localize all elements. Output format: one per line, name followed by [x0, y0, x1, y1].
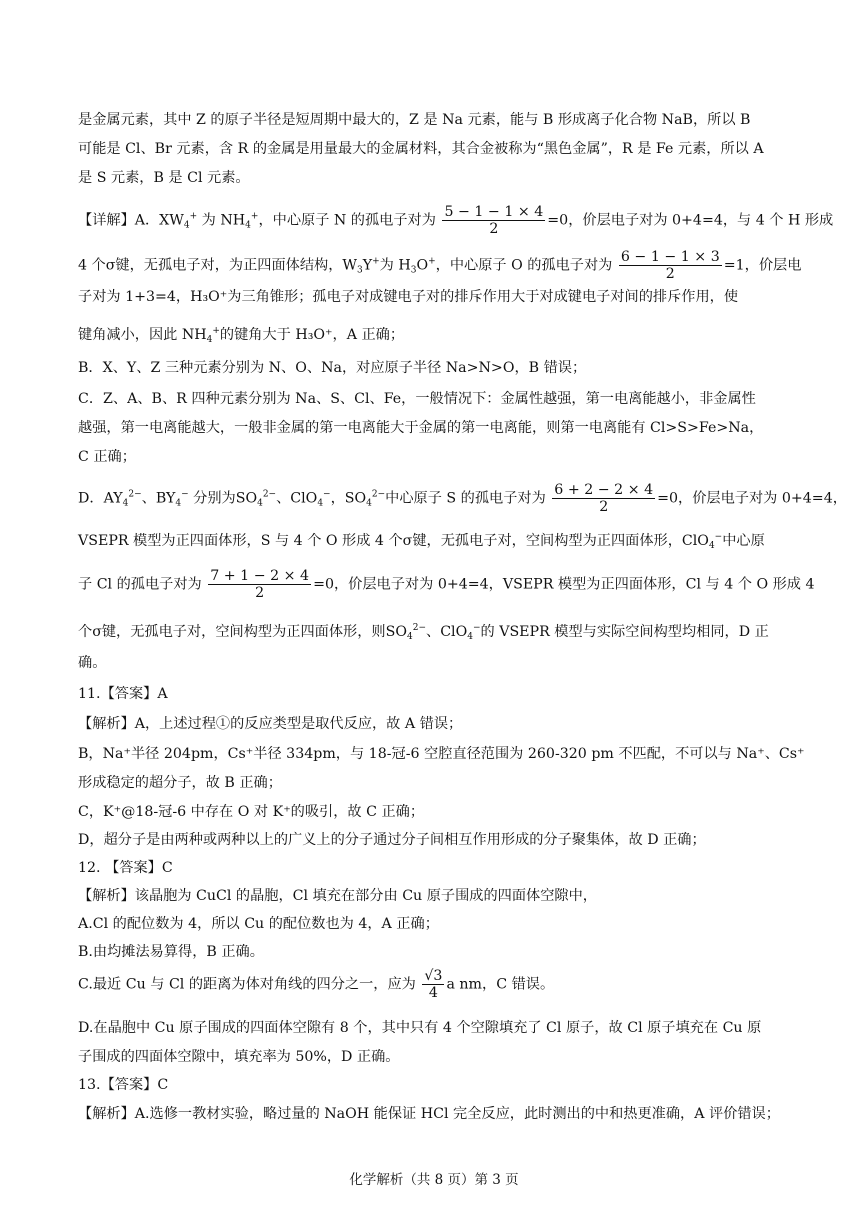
analysis-12-d1: D.在晶胞中 Cu 原子围成的四面体空隙有 8 个，其中只有 4 个空隙填充了 Cl 原子，故 Cl 原子填充在 Cu 原: [78, 1020, 762, 1036]
analysis-11-a: 【解析】A，上述过程①的反应类型是取代反应，故 A 错误；: [78, 716, 463, 732]
answer-11: 11.【答案】A: [78, 686, 168, 702]
answer-13: 13.【答案】C: [78, 1077, 169, 1093]
line-c2: 越强，第一电离能越大，一般非金属的第一电离能大于金属的第一电离能，则第一电离能有 Cl>S>Fe>Na，: [78, 420, 764, 436]
line-d1: D．$AY_4^{2-}$、$BY_4^-$ 分别为$SO_4^{2-}$、ClO$_4$−，$SO_4^{2-}$中心原子 S 的孤电子对为 $\frac{6 + 2 - 2 \times 4}{2}$ =0，价层电子对为 0+4=4，: [78, 482, 847, 515]
line-3: 是 S 元素，B 是 Cl 元素。: [78, 170, 250, 186]
analysis-13-a: 【解析】A.选修一教材实验，略过量的 NaOH 能保证 HCl 完全反应，此时测出的中和热更准确，A 评价错误；: [78, 1106, 780, 1122]
fraction: $\frac{5 - 1 - 1 \times 4}{2}$: [444, 204, 544, 237]
analysis-12: 【解析】该晶胞为 CuCl 的晶胞，Cl 填充在部分由 Cu 原子围成的四面体空隙中，: [78, 888, 597, 904]
answer-12: 12. 【答案】C: [78, 860, 173, 876]
line-2: 可能是 Cl、Br 元素，含 R 的金属是用量最大的金属材料，其合金被称为“黑色金属”，R 是 Fe 元素，所以 A: [78, 141, 764, 157]
line-d2: VSEPR 模型为正四面体形，S 与 4 个 O 形成 4 个σ键，无孤电子对，空间构型为正四面体形，ClO$_4$−中心原: [78, 532, 765, 551]
analysis-12-c: C.最近 Cu 与 Cl 的距离为体对角线的四分之一，应为 $\frac{√3}{4}$ a nm，C 错误。: [78, 968, 555, 1001]
analysis-12-d2: 子围成的四面体空隙中，填充率为 50%，D 正确。: [78, 1049, 400, 1065]
analysis-11-c: C，K⁺@18-冠-6 中存在 O 对 K⁺的吸引，故 C 正确；: [78, 804, 425, 820]
line-detail-d: 键角减小，因此 $NH_4^+$的键角大于 H₃O⁺，A 正确；: [78, 326, 405, 345]
analysis-11-d: D，超分子是由两种或两种以上的广义上的分子通过分子间相互作用形成的分子聚集体，故 D 正确；: [78, 832, 706, 848]
fraction: $\frac{6 + 2 - 2 \times 4}{2}$: [554, 482, 654, 515]
analysis-12-b: B.由均摊法易算得，B 正确。: [78, 944, 264, 960]
line-detail-a: 【详解】A．$XW_4^+$ 为 $NH_4^+$，中心原子 N 的孤电子对为 $\frac{5 - 1 - 1 \times 4}{2}$ =0，价层电子对为 0+4=4，与 4 个 H 形成: [78, 204, 834, 237]
analysis-11-b: B，Na⁺半径 204pm，Cs⁺半径 334pm，与 18-冠-6 空腔直径范围为 260-320 pm 不匹配，不可以与 Na⁺、Cs⁺: [78, 746, 805, 762]
line-c1: C．Z、A、B、R 四种元素分别为 Na、S、Cl、Fe，一般情况下：金属性越强，第一电离能越小，非金属性: [78, 391, 756, 407]
analysis-12-a: A.Cl 的配位数为 4，所以 Cu 的配位数也为 4，A 正确；: [78, 916, 439, 932]
line-detail-b: 4 个σ键，无孤电子对，为正四面体结构，$W_3Y^+$为 $H_3O^+$，中心原子 O 的孤电子对为 $\frac{6 - 1 - 1 \times 3}{2}$ =1，价层电: [78, 249, 802, 282]
line-d4: 个σ键，无孤电子对，空间构型为正四面体形，则$SO_4^{2-}$、ClO$_4$−的 VSEPR 模型与实际空间构型均相同，D 正: [78, 623, 769, 642]
line-d5: 确。: [78, 655, 107, 671]
fraction: $\frac{7 + 1 - 2 \times 4}{2}$: [210, 568, 310, 601]
page-footer: 化学解析（共 8 页）第 3 页: [349, 1172, 519, 1188]
line-detail-c: 子对为 1+3=4，H₃O⁺为三角锥形；孤电子对成键电子对的排斥作用大于对成键电子对间的排斥作用，使: [78, 289, 739, 305]
line-d3: 子 Cl 的孤电子对为 $\frac{7 + 1 - 2 \times 4}{2}$ =0，价层电子对为 0+4=4，VSEPR 模型为正四面体形，Cl 与 4 个 O 形成 4: [78, 568, 815, 601]
analysis-11-b2: 形成稳定的超分子，故 B 正确；: [78, 775, 282, 791]
line-b: B．X、Y、Z 三种元素分别为 N、O、Na，对应原子半径 Na>N>O，B 错误；: [78, 360, 587, 376]
line-c3: C 正确；: [78, 449, 136, 465]
fraction: $\frac{6 - 1 - 1 \times 3}{2}$: [620, 249, 720, 282]
line-1: 是金属元素，其中 Z 的原子半径是短周期中最大的，Z 是 Na 元素，能与 B 形成离子化合物 NaB，所以 B: [78, 112, 751, 128]
fraction: $\frac{√3}{4}$: [424, 968, 443, 1001]
